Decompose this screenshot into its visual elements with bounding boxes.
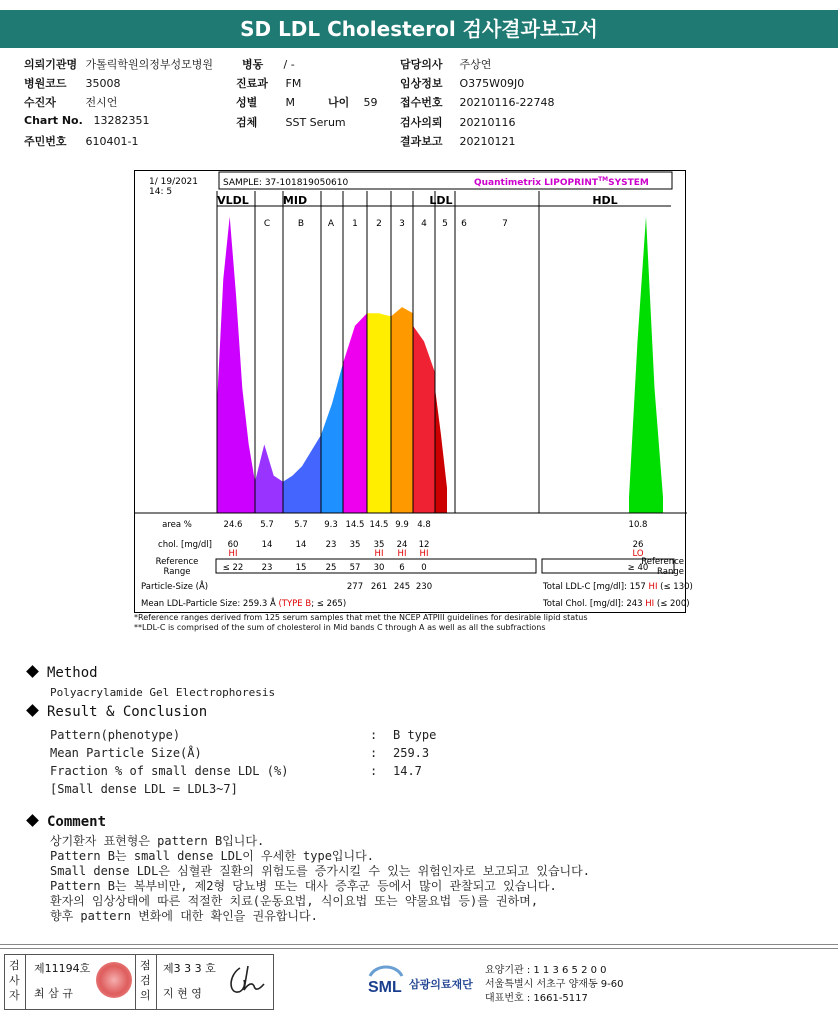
area-value: 5.7 [294,520,308,530]
chart-band-ldl4 [413,326,435,513]
area-label: area % [162,520,192,530]
report-title: SD LDL Cholesterol 검사결과보고서 [0,10,838,48]
footnote-1: *Reference ranges derived from 125 serum samples that met the NCEP ATPIII guidelines for desirable lipid status [134,613,588,622]
sml-logo-icon [366,962,406,998]
comment-line: 상기환자 표현형은 pattern B입니다. [50,834,265,848]
chart-band-ldl1 [343,313,367,513]
reference-value: 0 [421,563,427,573]
particle-size-value: 230 [415,582,433,592]
hdl-reference-value: ≥ 40 [627,563,649,573]
comment-line: Pattern B는 복부비만, 제2형 당뇨병 또는 대사 증후군 등에서 많이 관찰되고 있습니다. [50,879,557,893]
reference-value: 30 [373,563,385,573]
chol-value: 35 [349,540,361,550]
band-label: C [263,219,271,229]
clinical-info-field: 임상정보 O375W09J0 [400,77,525,90]
inspector-seal [96,962,132,998]
area-value: 4.8 [417,520,431,530]
id-number-field: 주민번호 610401-1 [24,135,139,148]
reference-value: 6 [399,563,405,573]
band-label: 4 [421,219,427,229]
result-fraction-value: 14.7 [393,764,422,778]
band-label: 3 [399,219,405,229]
mean-particle-size: Mean LDL-Particle Size: 259.3 Å (TYPE B; ≤ 265) [141,599,347,609]
result-sep: : [370,764,378,778]
area-value: 5.7 [260,520,274,530]
reference-label: Reference [641,557,684,567]
total-cholesterol: Total Chol. [mg/dl]: 243 HI (≤ 200) [543,599,690,609]
lab-phone: 대표번호 : 1661-5117 [485,993,588,1004]
chart-band-mid-c [255,444,283,513]
method-text: Polyacrylamide Gel Electrophoresis [50,686,276,699]
chol-value: 26 [632,540,644,550]
reviewer-vertical-label: 점검의 [140,959,151,1002]
chol-value: 35 [373,540,385,550]
specimen-field: 검체 SST Serum [236,116,346,129]
result-sep: : [370,746,378,760]
reference-value: 23 [261,563,273,573]
band-group-label: VLDL [217,194,249,207]
particle-size-value: 261 [370,582,388,592]
inspector-name: 최 삼 규 [34,987,73,1000]
age-field: 나이 59 [328,96,378,109]
diamond-bullet-icon [26,665,39,678]
particle-size-label: Particle-Size (Å) [141,582,209,592]
result-pattern-label: Pattern(phenotype) [50,728,181,742]
comment-line: Small dense LDL은 심혈관 질환의 위험도를 증가시킬 수 있는 위험인자로 보고되고 있습니다. [50,864,590,878]
chol-value: 60 [227,540,239,550]
band-group-label: MID [282,194,308,207]
lipoprint-chart-svg [135,171,693,614]
diamond-bullet-icon [26,704,39,717]
total-ldl: Total LDL-C [mg/dl]: 157 HI (≤ 130) [543,582,693,592]
chart-band-mid-b [283,435,321,513]
chol-value: 12 [418,540,430,550]
comment-line: 환자의 임상상태에 따른 적절한 치료(운동요법, 식이요법 또는 약물요법 등)를 권하며, [50,894,539,908]
chart-no-field: Chart No. 13282351 [24,114,150,127]
particle-size-value: 277 [346,582,364,592]
chart-band-ldl5-7 [435,388,447,513]
reviewer-license: 제3 3 3 호 [163,962,216,975]
footer-divider [0,948,838,949]
flag-hi: HI [419,549,429,559]
chart-date: 1/ 19/2021 [149,177,199,187]
chart-band-ldl3 [391,307,413,513]
lab-code: 요양기관 : 1 1 3 6 5 2 0 0 [485,965,607,976]
lab-address: 서울특별시 서초구 양재동 9-60 [485,979,624,990]
chart-sample: SAMPLE: 37-101819050610 [223,178,349,188]
reference-label: Reference [155,557,199,567]
result-heading: Result & Conclusion [26,704,207,720]
lab-name: 삼광의료재단 [409,978,473,991]
band-label: 2 [376,219,382,229]
band-group-label: LDL [429,194,453,207]
result-note: [Small dense LDL = LDL3~7] [50,782,238,796]
svg-text:SML: SML [368,979,402,996]
particle-size-value: 245 [393,582,411,592]
result-mean-value: 259.3 [393,746,430,760]
area-value: 9.9 [395,520,409,530]
comment-line: Pattern B는 small dense LDL이 우세한 type입니다. [50,849,374,863]
reference-value: ≤ 22 [222,563,244,573]
chart-brand: Quantimetrix LIPOPRINT™SYSTEM [474,176,649,188]
request-date-field: 검사의뢰 20210116 [400,116,516,129]
area-value: 14.5 [369,520,389,530]
reviewer-signature [222,960,270,1000]
comment-heading: Comment [26,814,106,830]
inspector-license: 제11194호 [34,962,91,975]
method-heading: Method [26,665,98,681]
area-value: 9.3 [324,520,338,530]
patient-field: 수진자 전시언 [24,96,118,109]
reference-label: Range [657,567,684,577]
footer-divider [0,944,838,945]
chol-label: chol. [mg/dl] [158,540,212,550]
chol-value: 23 [325,540,337,550]
hospital-field: 의뢰기관명 가톨릭학원의정부성모병원 [24,58,214,71]
footnote-2: **LDL-C is comprised of the sum of cholesterol in Mid bands C through A as well as all the subfractions [134,623,546,632]
comment-line: 향후 pattern 변화에 대한 확인을 권유합니다. [50,909,318,923]
result-mean-label: Mean Particle Size(Å) [50,746,202,760]
chart-band-ldl2 [367,313,391,513]
band-group-label: HDL [592,194,618,207]
band-label: 6 [461,219,467,229]
flag-hi: HI [397,549,407,559]
band-label: 5 [442,219,448,229]
chol-value: 14 [295,540,307,550]
reference-value: 15 [295,563,307,573]
reception-field: 접수번호 20210116-22748 [400,96,555,109]
lipoprint-chart [134,170,693,613]
diamond-bullet-icon [26,814,39,827]
band-label: A [327,219,335,229]
sex-field: 성별 M [236,96,295,109]
hospital-code-field: 병원코드 35008 [24,77,121,90]
result-fraction-label: Fraction % of small dense LDL (%) [50,764,289,778]
chol-value: 14 [261,540,273,550]
reference-value: 57 [349,563,361,573]
band-label: B [297,219,305,229]
result-pattern-value: B type [393,728,437,742]
dept-field: 진료과 FM [236,77,302,90]
flag-hi: HI [374,549,384,559]
band-label: 1 [352,219,358,229]
chol-value: 24 [396,540,408,550]
reference-value: 25 [325,563,337,573]
band-label: 7 [502,219,508,229]
doctor-field: 담당의사 주상연 [400,58,492,71]
inspector-vertical-label: 검사자 [9,959,20,1002]
reviewer-name: 지 현 영 [163,987,202,1000]
area-value: 14.5 [345,520,365,530]
chart-band-mid-a [321,363,343,513]
reference-label: Range [163,567,191,577]
flag-hi: HI [228,549,238,559]
chart-band-vldl [217,217,255,513]
area-value: 24.6 [223,520,243,530]
chart-time: 14: 5 [149,187,173,197]
flag-lo: LO [632,549,644,559]
chart-band-hdl [629,217,663,513]
result-sep: : [370,728,378,742]
report-date-field: 결과보고 20210121 [400,135,516,148]
ward-field: 병동 / - [242,58,295,71]
sml-logo [366,962,406,998]
area-value: 10.8 [628,520,648,530]
